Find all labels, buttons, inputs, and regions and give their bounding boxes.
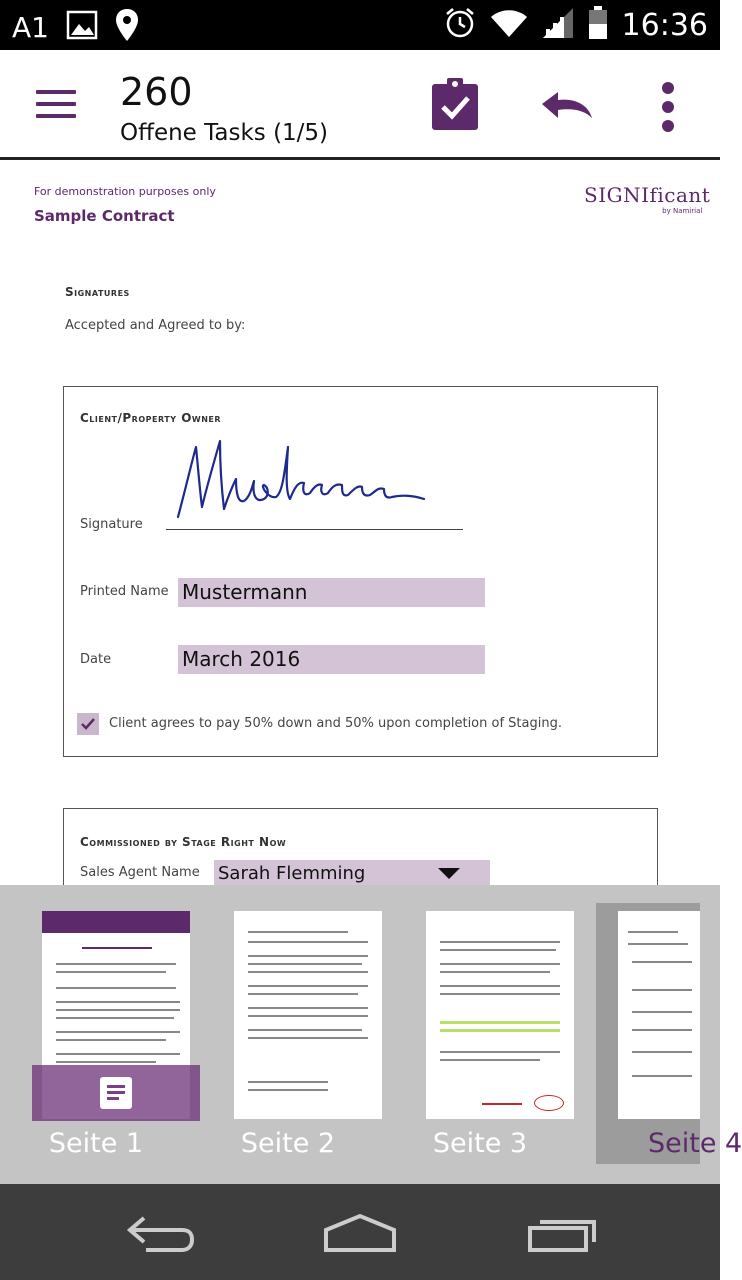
document-header-title: Sample Contract	[34, 207, 175, 225]
thumbnail-preview	[426, 911, 574, 1119]
document-icon	[100, 1077, 132, 1109]
system-nav-bar	[0, 1184, 720, 1280]
agreement-checkbox[interactable]	[77, 713, 99, 735]
sales-agent-value: Sarah Flemming	[218, 863, 366, 884]
home-icon[interactable]	[322, 1212, 398, 1258]
status-time: 16:36	[621, 7, 708, 43]
page-subtitle: Offene Tasks (1/5)	[120, 120, 329, 146]
agreement-checkbox-label: Client agrees to pay 50% down and 50% upon completion of Staging.	[109, 716, 562, 731]
client-box	[63, 386, 658, 757]
logo-text: SIGNIficant	[584, 183, 711, 207]
thumbnail-page-1[interactable]	[0, 885, 192, 1164]
location-icon	[115, 8, 139, 46]
client-box-title: Client/Property Owner	[80, 411, 222, 425]
back-icon[interactable]	[126, 1214, 194, 1258]
undo-icon[interactable]	[542, 90, 594, 126]
commission-box-title: Commissioned by Stage Right Now	[80, 835, 287, 849]
clipboard-check-icon[interactable]	[432, 78, 478, 134]
logo-sub: by Namirial	[662, 207, 703, 215]
wifi-icon	[490, 8, 528, 42]
thumbnail-page-4[interactable]	[596, 903, 742, 1164]
selected-overlay	[32, 1065, 200, 1121]
check-icon	[77, 713, 99, 735]
carrier-label: A1	[12, 10, 49, 44]
status-bar	[0, 0, 720, 50]
thumbnail-page-3[interactable]	[384, 885, 576, 1164]
dropdown-arrow-icon	[438, 868, 460, 879]
accepted-text: Accepted and Agreed to by:	[65, 318, 246, 333]
signal-icon	[542, 7, 574, 43]
page-title: 260	[120, 70, 193, 114]
date-field[interactable]: March 2016	[178, 645, 485, 674]
signature-drawing	[172, 437, 442, 527]
signature-line[interactable]	[166, 529, 463, 530]
sales-agent-label: Sales Agent Name	[80, 865, 200, 880]
signature-label: Signature	[80, 517, 143, 532]
thumbnail-caption: Seite 1	[48, 1128, 144, 1159]
document-view[interactable]	[0, 163, 720, 885]
section-title: Signatures	[65, 285, 130, 299]
alarm-icon	[444, 7, 476, 43]
app-bar	[0, 50, 720, 160]
thumbnail-page-2[interactable]	[192, 885, 384, 1164]
recents-icon[interactable]	[526, 1214, 598, 1258]
thumbnail-preview	[618, 911, 700, 1119]
more-vert-icon[interactable]	[660, 82, 676, 136]
battery-icon	[588, 6, 608, 44]
thumbnail-caption: Seite 4	[648, 1128, 742, 1159]
printed-name-field[interactable]: Mustermann	[178, 578, 485, 607]
thumbnail-preview	[234, 911, 382, 1119]
page-thumbnails	[0, 885, 742, 1184]
image-icon	[67, 11, 97, 43]
menu-icon[interactable]	[36, 90, 76, 120]
printed-name-label: Printed Name	[80, 584, 169, 599]
date-label: Date	[80, 652, 112, 667]
thumbnail-caption: Seite 3	[432, 1128, 528, 1159]
significant-logo	[584, 183, 710, 215]
thumbnail-caption: Seite 2	[240, 1128, 336, 1159]
demo-note: For demonstration purposes only	[34, 185, 216, 198]
